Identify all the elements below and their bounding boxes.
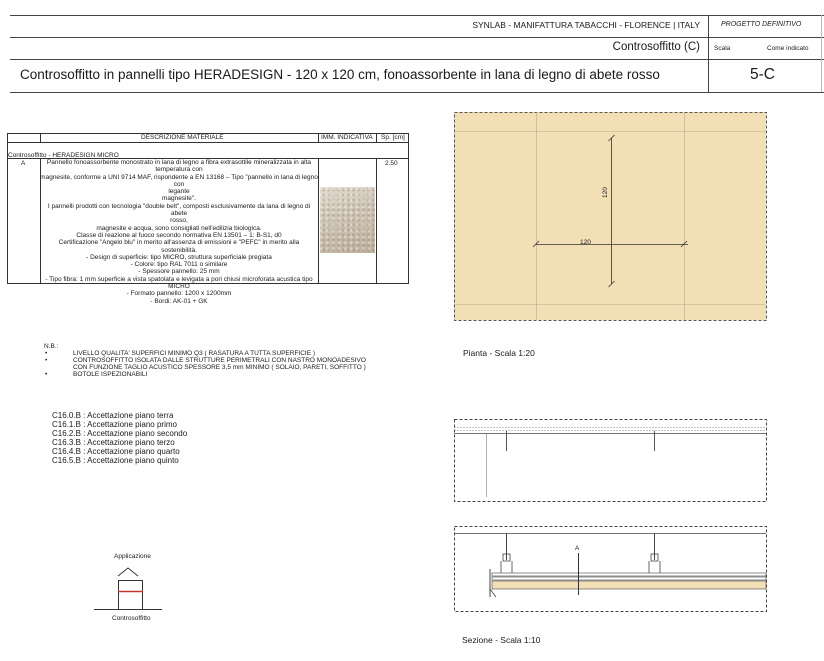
material-group: Controsoffitto - HERADESIGN MICRO bbox=[8, 152, 119, 159]
note-item: CON FUNZIONE TAGLIO ACUSTICO SPESSORE 3,5 mm MINIMO ( SOLAIO, PARETI, SOFFITTO ) bbox=[73, 364, 366, 371]
scale-value: Come indicato bbox=[767, 45, 809, 52]
description-line: - Design di superficie: tipo MICRO, struttura superficiale pregiata bbox=[86, 253, 272, 261]
section-marker: A bbox=[575, 545, 580, 552]
header-description: DESCRIZIONE MATERIALE bbox=[141, 134, 224, 141]
drawing-code: 5-C bbox=[750, 66, 775, 83]
acceptance-item: C16.1.B : Accettazione piano primo bbox=[52, 420, 177, 429]
section-panel bbox=[492, 581, 766, 589]
note-bullet: • bbox=[45, 371, 48, 378]
header-thickness: Sp. [cm] bbox=[381, 134, 405, 141]
section-svg bbox=[450, 520, 770, 615]
description-line: I pannelli prodotti con tecnologia "double belt", composti esclusivamente da lana di legno di abete bbox=[47, 202, 311, 218]
description-line: magnesite". bbox=[161, 195, 197, 203]
acceptance-item: C16.0.B : Accettazione piano terra bbox=[52, 411, 174, 420]
drawing-category: Controsoffitto (C) bbox=[612, 41, 700, 53]
description-line: - Bordi: AK-01 + GK bbox=[150, 297, 208, 305]
item-letter: A bbox=[21, 160, 26, 167]
acceptance-item: C16.3.B : Accettazione piano terzo bbox=[52, 438, 175, 447]
scale-label: Scala bbox=[714, 45, 731, 52]
note-bullet: • bbox=[45, 357, 48, 364]
note-item: LIVELLO QUALITA' SUPERFICI MINIMO Q3 ( RASATURA A TUTTA SUPERFICIE ) bbox=[73, 350, 316, 357]
acceptance-item: C16.2.B : Accettazione piano secondo bbox=[52, 429, 188, 438]
description-line: Certificazione "Angelo blu" in merito all'assenza di emissioni e "PEFC" in merito alla sostenibilità. bbox=[58, 239, 300, 254]
acceptance-item: C16.5.B : Accettazione piano quinto bbox=[52, 456, 179, 465]
description-line: Pannello fonoassorbente monostrato in lana di legno a fibra extrasottile mineralizzata in alta bbox=[46, 159, 312, 166]
section-caption: Sezione - Scala 1:10 bbox=[462, 635, 541, 645]
plan-caption: Pianta - Scala 1:20 bbox=[463, 348, 535, 358]
description-line: - Formato pannello: 1200 x 1200mm bbox=[126, 290, 232, 298]
description-line: - Spessore pannello: 25 mm bbox=[138, 268, 220, 276]
page-title: Controsoffitto in pannelli tipo HERADESIGN - 120 x 120 cm, fonoassorbente in lana di legno di abete rosso bbox=[20, 67, 660, 82]
plan-dimension-vertical: 120 bbox=[602, 187, 609, 198]
item-thickness: 2.50 bbox=[385, 160, 398, 167]
description-line: Classe di reazione al fuoco secondo normativa EN 13501 – 1: B-S1, d0 bbox=[76, 231, 282, 239]
material-table bbox=[7, 133, 409, 305]
description-line: rosso, bbox=[170, 217, 188, 225]
material-sample-image bbox=[320, 187, 375, 253]
note-item: CONTROSOFFITTO ISOLATA DALLE STRUTTURE PERIMETRALI CON NASTRO MONOADESIVO bbox=[73, 357, 366, 364]
notes-heading: N.B.: bbox=[44, 343, 59, 350]
project-phase: PROGETTO DEFINITIVO bbox=[721, 21, 802, 28]
header-image: IMM. INDICATIVA bbox=[321, 134, 373, 141]
description-line: legante bbox=[168, 188, 190, 196]
note-bullet: • bbox=[45, 350, 48, 357]
description-line: - Tipo fibra: 1 mm superficie a vista spatolata e levigata a pori chiusi microforata acustica tipo bbox=[45, 275, 313, 283]
description-line: magnesite e acqua, sono consigliati nell'edilizia biologica. bbox=[96, 224, 262, 232]
material-description bbox=[40, 159, 318, 305]
description-line: temperatura con bbox=[155, 166, 203, 174]
project-name: SYNLAB - MANIFATTURA TABACCHI - FLORENCE | ITALY bbox=[472, 20, 700, 30]
application-caption: Controsoffitto bbox=[112, 615, 151, 622]
description-line: magnesite, conforme a UNI 9714 MAF, rispondente a EN 13168 – Tipo "pannello in lana di legno con bbox=[40, 173, 318, 188]
plan-dimension-horizontal: 120 bbox=[580, 239, 591, 246]
section-top-svg bbox=[450, 415, 770, 505]
acceptance-item: C16.4.B : Accettazione piano quarto bbox=[52, 447, 180, 456]
description-line: - Colore: tipo RAL 7011 o similare bbox=[130, 261, 228, 269]
application-label: Applicazione bbox=[114, 553, 151, 560]
note-item: BOTOLE ISPEZIONABILI bbox=[73, 371, 148, 378]
description-line: MICRO bbox=[168, 283, 190, 291]
plan-svg bbox=[450, 108, 770, 323]
plan-panel-fill bbox=[454, 112, 766, 320]
house-icon bbox=[92, 563, 164, 615]
